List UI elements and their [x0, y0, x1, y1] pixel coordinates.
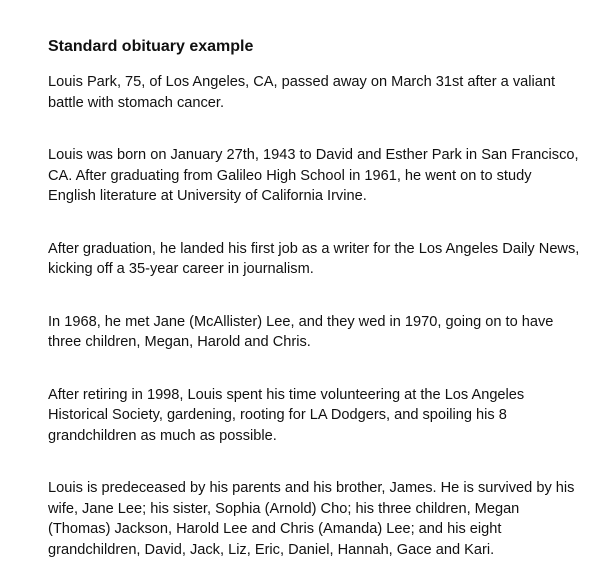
- paragraph-marriage: In 1968, he met Jane (McAllister) Lee, and they wed in 1970, going on to have three children, Megan, Harold and Chris.: [48, 313, 554, 350]
- paragraph-retirement: After retiring in 1998, Louis spent his time volunteering at the Los Angeles Historical Society, gardening, rooting for LA Dodgers, and spoiling his 8 grandchildren as much as possible.: [48, 386, 525, 444]
- obituary-document: [48, 36, 580, 560]
- paragraph-early-life: Louis was born on January 27th, 1943 to David and Esther Park in San Francisco, CA. After graduating from Galileo High School in 1961, he went on to study English literature at University of California Irvine.: [48, 147, 579, 204]
- paragraph-death-notice: Louis Park, 75, of Los Angeles, CA, passed away on March 31st after a valiant battle with stomach cancer.: [48, 74, 556, 111]
- paragraph-survivors: Louis is predeceased by his parents and his brother, James. He is survived by his wife, Jane Lee; his sister, Sophia (Arnold) Cho; his three children, Megan (Thomas) Jackson, Harold Lee and Chris (Amanda) Lee; and his eight grandchildren, David, Jack, Liz, Eric, Daniel, Hannah, Gace and Kari.: [48, 480, 575, 558]
- paragraph-career: After graduation, he landed his first job as a writer for the Los Angeles Daily News, kicking off a 35-year career in journalism.: [48, 240, 580, 277]
- document-title: Standard obituary example: [48, 38, 254, 55]
